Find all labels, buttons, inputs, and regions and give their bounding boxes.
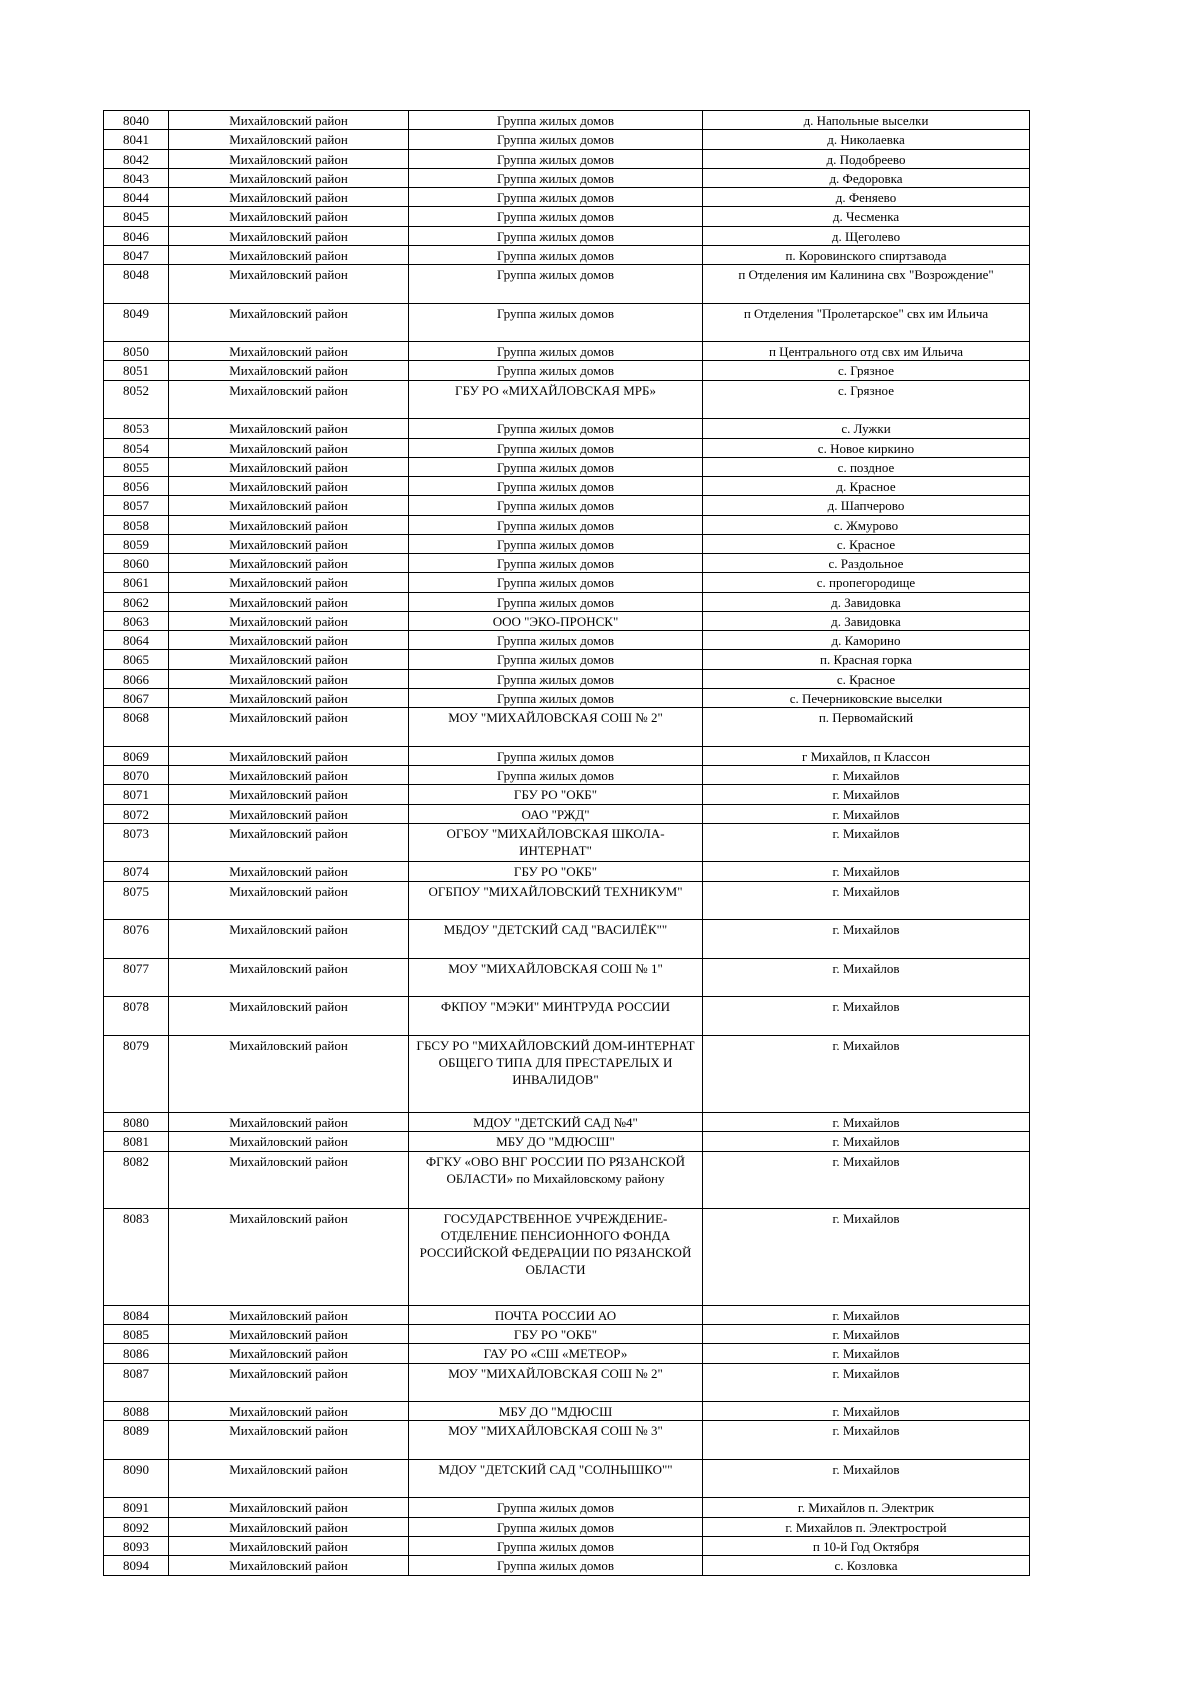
object-cell: Группа жилых домов xyxy=(409,361,703,380)
table-row xyxy=(104,1113,1030,1132)
row-number-cell: 8085 xyxy=(104,1325,169,1344)
locality-cell: п. Коровинского спиртзавода xyxy=(703,245,1030,264)
object-cell: МДОУ "ДЕТСКИЙ САД "СОЛНЫШКО"" xyxy=(409,1459,703,1498)
row-number-cell: 8062 xyxy=(104,592,169,611)
locality-cell: г. Михайлов xyxy=(703,766,1030,785)
locality-cell: д. Шапчерово xyxy=(703,496,1030,515)
row-number-cell: 8094 xyxy=(104,1556,169,1575)
district-cell: Михайловский район xyxy=(169,207,409,226)
row-number-cell: 8061 xyxy=(104,573,169,592)
district-cell: Михайловский район xyxy=(169,958,409,997)
object-cell: Группа жилых домов xyxy=(409,592,703,611)
locality-cell: г. Михайлов xyxy=(703,958,1030,997)
district-cell: Михайловский район xyxy=(169,1151,409,1209)
row-number-cell: 8076 xyxy=(104,920,169,959)
locality-cell: п 10-й Год Октября xyxy=(703,1536,1030,1555)
table-row xyxy=(104,669,1030,688)
row-number-cell: 8051 xyxy=(104,361,169,380)
row-number-cell: 8066 xyxy=(104,669,169,688)
object-cell: Группа жилых домов xyxy=(409,303,703,342)
table-row xyxy=(104,515,1030,534)
row-number-cell: 8059 xyxy=(104,534,169,553)
district-cell: Михайловский район xyxy=(169,245,409,264)
locality-cell: д. Подобреево xyxy=(703,149,1030,168)
locality-cell: п Отделения "Пролетарское" свх им Ильича xyxy=(703,303,1030,342)
row-number-cell: 8079 xyxy=(104,1035,169,1112)
object-cell: Группа жилых домов xyxy=(409,111,703,130)
table-row xyxy=(104,1421,1030,1460)
row-number-cell: 8043 xyxy=(104,168,169,187)
table-row xyxy=(104,862,1030,881)
row-number-cell: 8073 xyxy=(104,823,169,862)
row-number-cell: 8040 xyxy=(104,111,169,130)
object-cell: ОГБОУ "МИХАЙЛОВСКАЯ ШКОЛА-ИНТЕРНАТ" xyxy=(409,823,703,862)
locality-cell: с. поздное xyxy=(703,457,1030,476)
district-cell: Михайловский район xyxy=(169,1035,409,1112)
district-cell: Михайловский район xyxy=(169,573,409,592)
object-cell: ОАО "РЖД" xyxy=(409,804,703,823)
locality-cell: г. Михайлов xyxy=(703,804,1030,823)
table-row xyxy=(104,650,1030,669)
district-cell: Михайловский район xyxy=(169,1113,409,1132)
row-number-cell: 8052 xyxy=(104,380,169,419)
locality-cell: г. Михайлов xyxy=(703,920,1030,959)
locality-cell: д. Завидовка xyxy=(703,611,1030,630)
object-cell: Группа жилых домов xyxy=(409,496,703,515)
table-row xyxy=(104,631,1030,650)
object-cell: Группа жилых домов xyxy=(409,1517,703,1536)
table-row xyxy=(104,1517,1030,1536)
district-cell: Михайловский район xyxy=(169,188,409,207)
district-cell: Михайловский район xyxy=(169,477,409,496)
locality-cell: с. Печерниковские выселки xyxy=(703,689,1030,708)
table-row xyxy=(104,573,1030,592)
table-row xyxy=(104,207,1030,226)
table-row xyxy=(104,1132,1030,1151)
row-number-cell: 8093 xyxy=(104,1536,169,1555)
table-row xyxy=(104,1344,1030,1363)
object-cell: Группа жилых домов xyxy=(409,534,703,553)
district-cell: Михайловский район xyxy=(169,1556,409,1575)
object-cell: Группа жилых домов xyxy=(409,419,703,438)
row-number-cell: 8083 xyxy=(104,1209,169,1305)
table-row xyxy=(104,708,1030,747)
district-cell: Михайловский район xyxy=(169,1305,409,1324)
locality-cell: г. Михайлов xyxy=(703,1132,1030,1151)
object-cell: Группа жилых домов xyxy=(409,573,703,592)
row-number-cell: 8042 xyxy=(104,149,169,168)
locality-cell: д. Каморино xyxy=(703,631,1030,650)
table-row xyxy=(104,457,1030,476)
object-cell: ГБУ РО «МИХАЙЛОВСКАЯ МРБ» xyxy=(409,380,703,419)
locality-cell: п. Красная горка xyxy=(703,650,1030,669)
row-number-cell: 8080 xyxy=(104,1113,169,1132)
object-cell: Группа жилых домов xyxy=(409,669,703,688)
district-cell: Михайловский район xyxy=(169,380,409,419)
table-row xyxy=(104,1459,1030,1498)
locality-cell: г. Михайлов xyxy=(703,1344,1030,1363)
row-number-cell: 8091 xyxy=(104,1498,169,1517)
row-number-cell: 8045 xyxy=(104,207,169,226)
row-number-cell: 8044 xyxy=(104,188,169,207)
locality-cell: г. Михайлов xyxy=(703,1151,1030,1209)
row-number-cell: 8053 xyxy=(104,419,169,438)
object-cell: Группа жилых домов xyxy=(409,265,703,304)
object-cell: Группа жилых домов xyxy=(409,746,703,765)
locality-cell: г. Михайлов xyxy=(703,1113,1030,1132)
district-cell: Михайловский район xyxy=(169,823,409,862)
row-number-cell: 8082 xyxy=(104,1151,169,1209)
district-cell: Михайловский район xyxy=(169,766,409,785)
table-row xyxy=(104,554,1030,573)
table-row xyxy=(104,1305,1030,1324)
table-row xyxy=(104,1035,1030,1112)
table-row xyxy=(104,1325,1030,1344)
locality-cell: с. Грязное xyxy=(703,380,1030,419)
object-cell: Группа жилых домов xyxy=(409,1536,703,1555)
district-cell: Михайловский район xyxy=(169,669,409,688)
object-cell: ГАУ РО «СШ «МЕТЕОР» xyxy=(409,1344,703,1363)
object-cell: Группа жилых домов xyxy=(409,226,703,245)
locality-cell: г Михайлов, п Классон xyxy=(703,746,1030,765)
object-cell: Группа жилых домов xyxy=(409,457,703,476)
district-cell: Михайловский район xyxy=(169,419,409,438)
locality-cell: г. Михайлов xyxy=(703,1459,1030,1498)
table-row xyxy=(104,245,1030,264)
object-cell: Группа жилых домов xyxy=(409,515,703,534)
table-row xyxy=(104,804,1030,823)
table-row xyxy=(104,188,1030,207)
locality-cell: с. пропегородище xyxy=(703,573,1030,592)
row-number-cell: 8084 xyxy=(104,1305,169,1324)
locality-cell: г. Михайлов xyxy=(703,1402,1030,1421)
locality-cell: п. Первомайский xyxy=(703,708,1030,747)
object-cell: МОУ "МИХАЙЛОВСКАЯ СОШ № 2" xyxy=(409,1363,703,1402)
table-row xyxy=(104,1556,1030,1575)
object-cell: Группа жилых домов xyxy=(409,689,703,708)
row-number-cell: 8048 xyxy=(104,265,169,304)
district-cell: Михайловский район xyxy=(169,496,409,515)
row-number-cell: 8071 xyxy=(104,785,169,804)
district-cell: Михайловский район xyxy=(169,149,409,168)
object-cell: Группа жилых домов xyxy=(409,650,703,669)
locality-cell: д. Федоровка xyxy=(703,168,1030,187)
row-number-cell: 8086 xyxy=(104,1344,169,1363)
district-cell: Михайловский район xyxy=(169,226,409,245)
district-cell: Михайловский район xyxy=(169,1132,409,1151)
locality-cell: г. Михайлов xyxy=(703,997,1030,1036)
object-cell: ПОЧТА РОССИИ АО xyxy=(409,1305,703,1324)
row-number-cell: 8074 xyxy=(104,862,169,881)
table-row xyxy=(104,997,1030,1036)
table-row xyxy=(104,149,1030,168)
locality-cell: г. Михайлов xyxy=(703,862,1030,881)
object-cell: Группа жилых домов xyxy=(409,342,703,361)
locality-cell: д. Щеголево xyxy=(703,226,1030,245)
district-cell: Михайловский район xyxy=(169,881,409,920)
row-number-cell: 8072 xyxy=(104,804,169,823)
locality-cell: г. Михайлов xyxy=(703,823,1030,862)
locality-cell: д. Завидовка xyxy=(703,592,1030,611)
district-cell: Михайловский район xyxy=(169,438,409,457)
district-cell: Михайловский район xyxy=(169,746,409,765)
district-cell: Михайловский район xyxy=(169,1209,409,1305)
object-cell: ГБУ РО "ОКБ" xyxy=(409,1325,703,1344)
locality-cell: г. Михайлов п. Электрик xyxy=(703,1498,1030,1517)
table-row xyxy=(104,611,1030,630)
object-cell: ООО "ЭКО-ПРОНСК" xyxy=(409,611,703,630)
row-number-cell: 8092 xyxy=(104,1517,169,1536)
row-number-cell: 8087 xyxy=(104,1363,169,1402)
locality-cell: с. Жмурово xyxy=(703,515,1030,534)
object-cell: МОУ "МИХАЙЛОВСКАЯ СОШ № 1" xyxy=(409,958,703,997)
district-cell: Михайловский район xyxy=(169,111,409,130)
district-cell: Михайловский район xyxy=(169,1536,409,1555)
district-cell: Михайловский район xyxy=(169,650,409,669)
district-cell: Михайловский район xyxy=(169,631,409,650)
object-cell: МОУ "МИХАЙЛОВСКАЯ СОШ № 3" xyxy=(409,1421,703,1460)
object-cell: Группа жилых домов xyxy=(409,438,703,457)
object-cell: ГБСУ РО "МИХАЙЛОВСКИЙ ДОМ-ИНТЕРНАТ ОБЩЕГО ТИПА ДЛЯ ПРЕСТАРЕЛЫХ И ИНВАЛИДОВ" xyxy=(409,1035,703,1112)
row-number-cell: 8055 xyxy=(104,457,169,476)
row-number-cell: 8077 xyxy=(104,958,169,997)
table-row xyxy=(104,746,1030,765)
row-number-cell: 8050 xyxy=(104,342,169,361)
object-cell: МБДОУ "ДЕТСКИЙ САД "ВАСИЛЁК"" xyxy=(409,920,703,959)
table-row xyxy=(104,130,1030,149)
table-row xyxy=(104,265,1030,304)
locality-cell: п Центрального отд свх им Ильича xyxy=(703,342,1030,361)
table-row xyxy=(104,496,1030,515)
district-cell: Михайловский район xyxy=(169,342,409,361)
row-number-cell: 8056 xyxy=(104,477,169,496)
table-row xyxy=(104,1402,1030,1421)
row-number-cell: 8065 xyxy=(104,650,169,669)
locality-cell: д. Николаевка xyxy=(703,130,1030,149)
locality-cell: с. Красное xyxy=(703,669,1030,688)
object-cell: Группа жилых домов xyxy=(409,477,703,496)
table-row xyxy=(104,168,1030,187)
table-row xyxy=(104,477,1030,496)
district-cell: Михайловский район xyxy=(169,708,409,747)
object-cell: МОУ "МИХАЙЛОВСКАЯ СОШ № 2" xyxy=(409,708,703,747)
object-cell: Группа жилых домов xyxy=(409,1498,703,1517)
row-number-cell: 8058 xyxy=(104,515,169,534)
locality-cell: г. Михайлов xyxy=(703,1421,1030,1460)
row-number-cell: 8078 xyxy=(104,997,169,1036)
row-number-cell: 8075 xyxy=(104,881,169,920)
district-cell: Михайловский район xyxy=(169,1498,409,1517)
row-number-cell: 8067 xyxy=(104,689,169,708)
district-cell: Михайловский район xyxy=(169,1344,409,1363)
district-cell: Михайловский район xyxy=(169,1402,409,1421)
table-row xyxy=(104,111,1030,130)
district-cell: Михайловский район xyxy=(169,1421,409,1460)
object-cell: Группа жилых домов xyxy=(409,130,703,149)
district-cell: Михайловский район xyxy=(169,168,409,187)
row-number-cell: 8047 xyxy=(104,245,169,264)
locality-cell: д. Феняево xyxy=(703,188,1030,207)
locality-cell: г. Михайлов xyxy=(703,1035,1030,1112)
table-row xyxy=(104,303,1030,342)
district-cell: Михайловский район xyxy=(169,303,409,342)
locality-cell: с. Красное xyxy=(703,534,1030,553)
table-row xyxy=(104,361,1030,380)
table-row xyxy=(104,534,1030,553)
district-cell: Михайловский район xyxy=(169,862,409,881)
object-cell: МБУ ДО "МДЮСШ xyxy=(409,1402,703,1421)
row-number-cell: 8057 xyxy=(104,496,169,515)
district-cell: Михайловский район xyxy=(169,1517,409,1536)
object-cell: Группа жилых домов xyxy=(409,207,703,226)
district-cell: Михайловский район xyxy=(169,804,409,823)
locality-cell: г. Михайлов xyxy=(703,1209,1030,1305)
object-cell: Группа жилых домов xyxy=(409,188,703,207)
district-cell: Михайловский район xyxy=(169,1459,409,1498)
locality-cell: г. Михайлов xyxy=(703,881,1030,920)
district-cell: Михайловский район xyxy=(169,785,409,804)
object-cell: МБУ ДО "МДЮСШ" xyxy=(409,1132,703,1151)
row-number-cell: 8070 xyxy=(104,766,169,785)
object-cell: ГОСУДАРСТВЕННОЕ УЧРЕЖДЕНИЕ-ОТДЕЛЕНИЕ ПЕНСИОННОГО ФОНДА РОССИЙСКОЙ ФЕДЕРАЦИИ ПО РЯЗАНСКОЙ ОБЛАСТИ xyxy=(409,1209,703,1305)
object-cell: Группа жилых домов xyxy=(409,149,703,168)
table-row xyxy=(104,380,1030,419)
table-row xyxy=(104,689,1030,708)
table-row xyxy=(104,1498,1030,1517)
table-row xyxy=(104,1363,1030,1402)
data-table xyxy=(103,110,1030,1576)
district-cell: Михайловский район xyxy=(169,592,409,611)
locality-cell: г. Михайлов xyxy=(703,785,1030,804)
district-cell: Михайловский район xyxy=(169,920,409,959)
locality-cell: д. Красное xyxy=(703,477,1030,496)
object-cell: Группа жилых домов xyxy=(409,1556,703,1575)
object-cell: ФКПОУ "МЭКИ" МИНТРУДА РОССИИ xyxy=(409,997,703,1036)
row-number-cell: 8088 xyxy=(104,1402,169,1421)
object-cell: ФГКУ «ОВО ВНГ РОССИИ ПО РЯЗАНСКОЙ ОБЛАСТИ» по Михайловскому району xyxy=(409,1151,703,1209)
locality-cell: с. Раздольное xyxy=(703,554,1030,573)
table-row xyxy=(104,419,1030,438)
locality-cell: с. Новое киркино xyxy=(703,438,1030,457)
row-number-cell: 8090 xyxy=(104,1459,169,1498)
table-row xyxy=(104,958,1030,997)
district-cell: Михайловский район xyxy=(169,611,409,630)
object-cell: Группа жилых домов xyxy=(409,766,703,785)
row-number-cell: 8068 xyxy=(104,708,169,747)
locality-cell: с. Лужки xyxy=(703,419,1030,438)
locality-cell: с. Козловка xyxy=(703,1556,1030,1575)
district-cell: Михайловский район xyxy=(169,534,409,553)
row-number-cell: 8049 xyxy=(104,303,169,342)
object-cell: Группа жилых домов xyxy=(409,554,703,573)
locality-cell: д. Чесменка xyxy=(703,207,1030,226)
table-row xyxy=(104,920,1030,959)
row-number-cell: 8069 xyxy=(104,746,169,765)
locality-cell: г. Михайлов xyxy=(703,1363,1030,1402)
row-number-cell: 8041 xyxy=(104,130,169,149)
table-row xyxy=(104,438,1030,457)
table-row xyxy=(104,1209,1030,1305)
district-cell: Михайловский район xyxy=(169,515,409,534)
locality-cell: г. Михайлов xyxy=(703,1305,1030,1324)
locality-cell: г. Михайлов xyxy=(703,1325,1030,1344)
locality-cell: г. Михайлов п. Электрострой xyxy=(703,1517,1030,1536)
district-cell: Михайловский район xyxy=(169,361,409,380)
object-cell: МДОУ "ДЕТСКИЙ САД №4" xyxy=(409,1113,703,1132)
district-cell: Михайловский район xyxy=(169,130,409,149)
object-cell: ГБУ РО "ОКБ" xyxy=(409,862,703,881)
table-row xyxy=(104,881,1030,920)
row-number-cell: 8089 xyxy=(104,1421,169,1460)
table-row xyxy=(104,1151,1030,1209)
row-number-cell: 8064 xyxy=(104,631,169,650)
district-cell: Михайловский район xyxy=(169,1363,409,1402)
locality-cell: п Отделения им Калинина свх "Возрождение" xyxy=(703,265,1030,304)
row-number-cell: 8063 xyxy=(104,611,169,630)
table-row xyxy=(104,785,1030,804)
table-body xyxy=(104,111,1030,1576)
object-cell: ОГБПОУ "МИХАЙЛОВСКИЙ ТЕХНИКУМ" xyxy=(409,881,703,920)
district-cell: Михайловский район xyxy=(169,1325,409,1344)
object-cell: Группа жилых домов xyxy=(409,245,703,264)
row-number-cell: 8060 xyxy=(104,554,169,573)
district-cell: Михайловский район xyxy=(169,265,409,304)
locality-cell: д. Напольные выселки xyxy=(703,111,1030,130)
table-row xyxy=(104,342,1030,361)
row-number-cell: 8054 xyxy=(104,438,169,457)
object-cell: ГБУ РО "ОКБ" xyxy=(409,785,703,804)
district-cell: Михайловский район xyxy=(169,457,409,476)
locality-cell: с. Грязное xyxy=(703,361,1030,380)
district-cell: Михайловский район xyxy=(169,997,409,1036)
table-row xyxy=(104,226,1030,245)
table-row xyxy=(104,823,1030,862)
object-cell: Группа жилых домов xyxy=(409,168,703,187)
table-row xyxy=(104,592,1030,611)
table-row xyxy=(104,766,1030,785)
district-cell: Михайловский район xyxy=(169,554,409,573)
table-row xyxy=(104,1536,1030,1555)
object-cell: Группа жилых домов xyxy=(409,631,703,650)
row-number-cell: 8081 xyxy=(104,1132,169,1151)
district-cell: Михайловский район xyxy=(169,689,409,708)
row-number-cell: 8046 xyxy=(104,226,169,245)
